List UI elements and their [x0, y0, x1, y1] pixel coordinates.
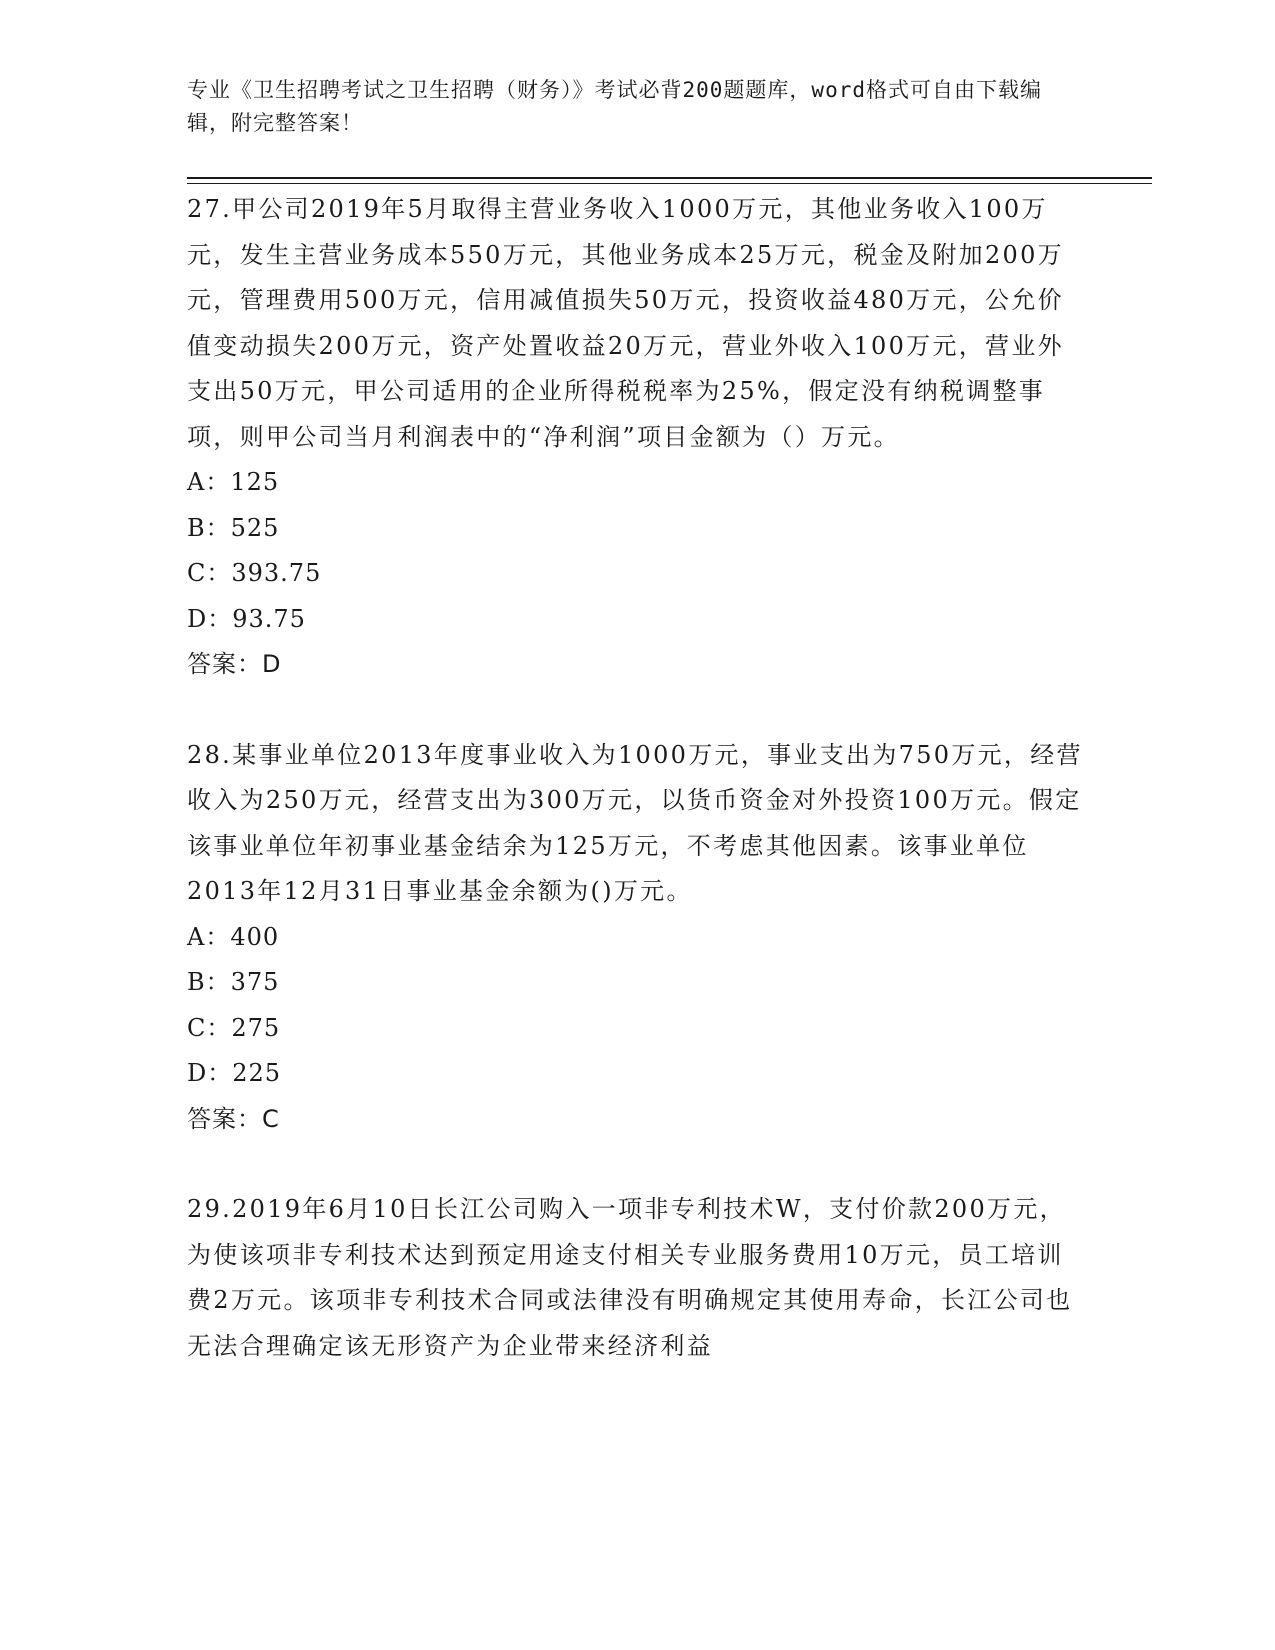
option-a: A：125 [187, 468, 280, 496]
header-divider-thick [187, 177, 1152, 179]
answer-text: 答案：D [187, 650, 282, 678]
question-item [187, 187, 1087, 688]
document-header: 专业《卫生招聘考试之卫生招聘（财务）》考试必背200题题库，word格式可自由下载编辑，附完整答案！ [187, 78, 1042, 135]
question-item [187, 1187, 1087, 1369]
option-d: D：225 [187, 1059, 282, 1087]
option-d: D：93.75 [187, 604, 306, 633]
question-text: 27.甲公司2019年5月取得主营业务收入1000万元，其他业务收入100万元，发生主营业务成本550万元，其他业务成本25万元，税金及附加200万元，管理费用500万元，信用减值损失50万元，投资收益480万元，公允价值变动损失200万元，资产处置收益20万元，营业外收入100万元，营业外支出50万元，甲公司适用的企业所得税税率为25%，假定没有纳税调整事项，则甲公司当月利润表中的“净利润”项目金额为（）万元。 [187, 195, 1064, 451]
question-text: 29.2019年6月10日长江公司购入一项非专利技术W，支付价款200万元，为使该项非专利技术达到预定用途支付相关专业服务费用10万元，员工培训费2万元。该项非专利技术合同或法律没有明确规定其使用寿命，长江公司也无法合理确定该无形资产为企业带来经济利益 [187, 1195, 1073, 1360]
question-text: 28.某事业单位2013年度事业收入为1000万元，事业支出为750万元，经营收入为250万元，经营支出为300万元，以货币资金对外投资100万元。假定该事业单位年初事业基金结余为125万元，不考虑其他因素。该事业单位2013年12月31日事业基金余额为()万元。 [187, 740, 1083, 905]
option-b: B：525 [187, 513, 280, 542]
question-item [187, 733, 1087, 1143]
header-divider-thin [187, 183, 1152, 184]
option-a: A：400 [187, 922, 280, 951]
question-list [187, 187, 1087, 1414]
answer-text: 答案：C [187, 1104, 280, 1133]
option-c: C：393.75 [187, 559, 322, 587]
option-c: C：275 [187, 1013, 281, 1042]
option-b: B：375 [187, 968, 280, 996]
